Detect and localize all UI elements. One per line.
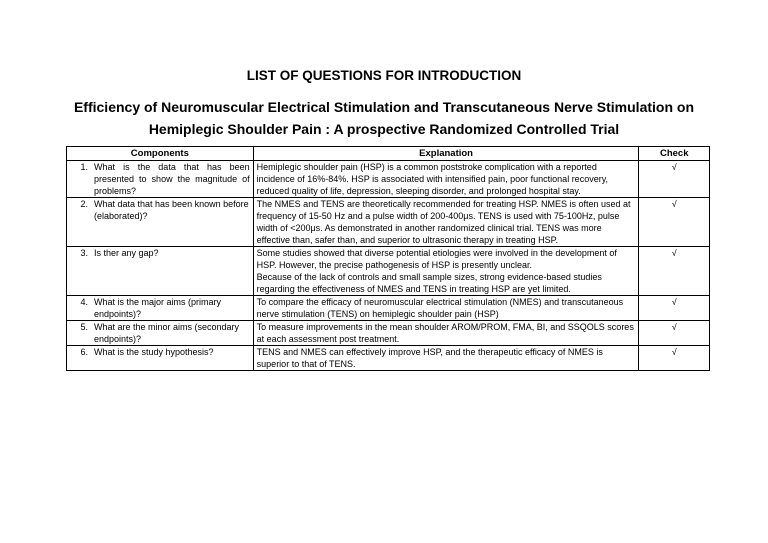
check-mark: √ [639, 346, 710, 371]
check-mark: √ [639, 296, 710, 321]
row-number: 5. [80, 322, 88, 332]
component-text: What is the data that has been presented to show the magnitude of problems? [94, 162, 250, 196]
check-mark: √ [639, 198, 710, 247]
page-heading: LIST OF QUESTIONS FOR INTRODUCTION [246, 68, 522, 83]
explanation-cell: TENS and NMES can effectively improve HSP, and the therapeutic efficacy of NMES is superior to that of TENS. [253, 346, 639, 371]
component-text: What are the minor aims (secondary endpoints)? [94, 322, 240, 344]
table-header-row [67, 147, 710, 161]
table-row [67, 321, 710, 346]
table-row [67, 198, 710, 247]
title-line-1: Efficiency of Neuromuscular Electrical Stimulation and Transcutaneous Nerve Stimulation on [73, 99, 695, 115]
explanation-cell [253, 247, 639, 296]
explanation-cell: To compare the efficacy of neuromuscular electrical stimulation (NMES) and transcutaneous nerve stimulation (TENS) on hemiplegic shoulder pain (HSP) [253, 296, 639, 321]
document-title [30, 96, 738, 140]
explanation-cell: To measure improvements in the mean shoulder AROM/PROM, FMA, BI, and SSQOLS scores at each assessment post treatment. [253, 321, 639, 346]
header-check: Check [639, 147, 710, 161]
component-cell [67, 346, 254, 371]
component-text: What data that has been known before (elaborated)? [94, 199, 249, 221]
header-explanation: Explanation [253, 147, 639, 161]
row-number: 3. [80, 248, 88, 258]
component-cell [67, 161, 254, 198]
component-text: What is the study hypothesis? [94, 347, 214, 357]
table-row [67, 161, 710, 198]
explanation-paragraph: Because of the lack of controls and small sample sizes, strong evidence-based studies regarding the effectiveness of NMES and TENS in treating HSP are yet limited. [256, 272, 602, 294]
component-text: What is the major aims (primary endpoints)? [94, 297, 222, 319]
title-line-2: Hemiplegic Shoulder Pain : A prospective Randomized Controlled Trial [148, 121, 620, 137]
component-cell [67, 296, 254, 321]
row-number: 2. [80, 199, 88, 209]
header-components: Components [67, 147, 254, 161]
row-number: 1. [80, 162, 88, 172]
component-cell [67, 198, 254, 247]
component-text: Is ther any gap? [94, 248, 159, 258]
component-cell [67, 321, 254, 346]
table-row [67, 346, 710, 371]
questions-table [66, 146, 710, 371]
component-cell [67, 247, 254, 296]
row-number: 6. [80, 347, 88, 357]
table-row [67, 296, 710, 321]
check-mark: √ [639, 161, 710, 198]
explanation-cell: Hemiplegic shoulder pain (HSP) is a common poststroke complication with a reported incidence of 16%-84%. HSP is associated with intensified pain, poor functional recovery, reduced quality of life, depression, sleeping disorder, and prolonged hospital stay. [253, 161, 639, 198]
row-number: 4. [80, 297, 88, 307]
explanation-paragraph: Some studies showed that diverse potential etiologies were involved in the development of HSP. However, the precise pathogenesis of HSP is presently unclear. [256, 248, 617, 270]
table-row [67, 247, 710, 296]
check-mark: √ [639, 321, 710, 346]
check-mark: √ [639, 247, 710, 296]
explanation-cell: The NMES and TENS are theoretically recommended for treating HSP. NMES is often used at frequency of 15-50 Hz and a pulse width of 200-400μs. TENS is used with 75-100Hz, pulse width of <200μs. As demonstrated in another randomized clinical trial. TENS was more effective than, safer than, and superior to ultrasonic therapy in treating HSP. [253, 198, 639, 247]
